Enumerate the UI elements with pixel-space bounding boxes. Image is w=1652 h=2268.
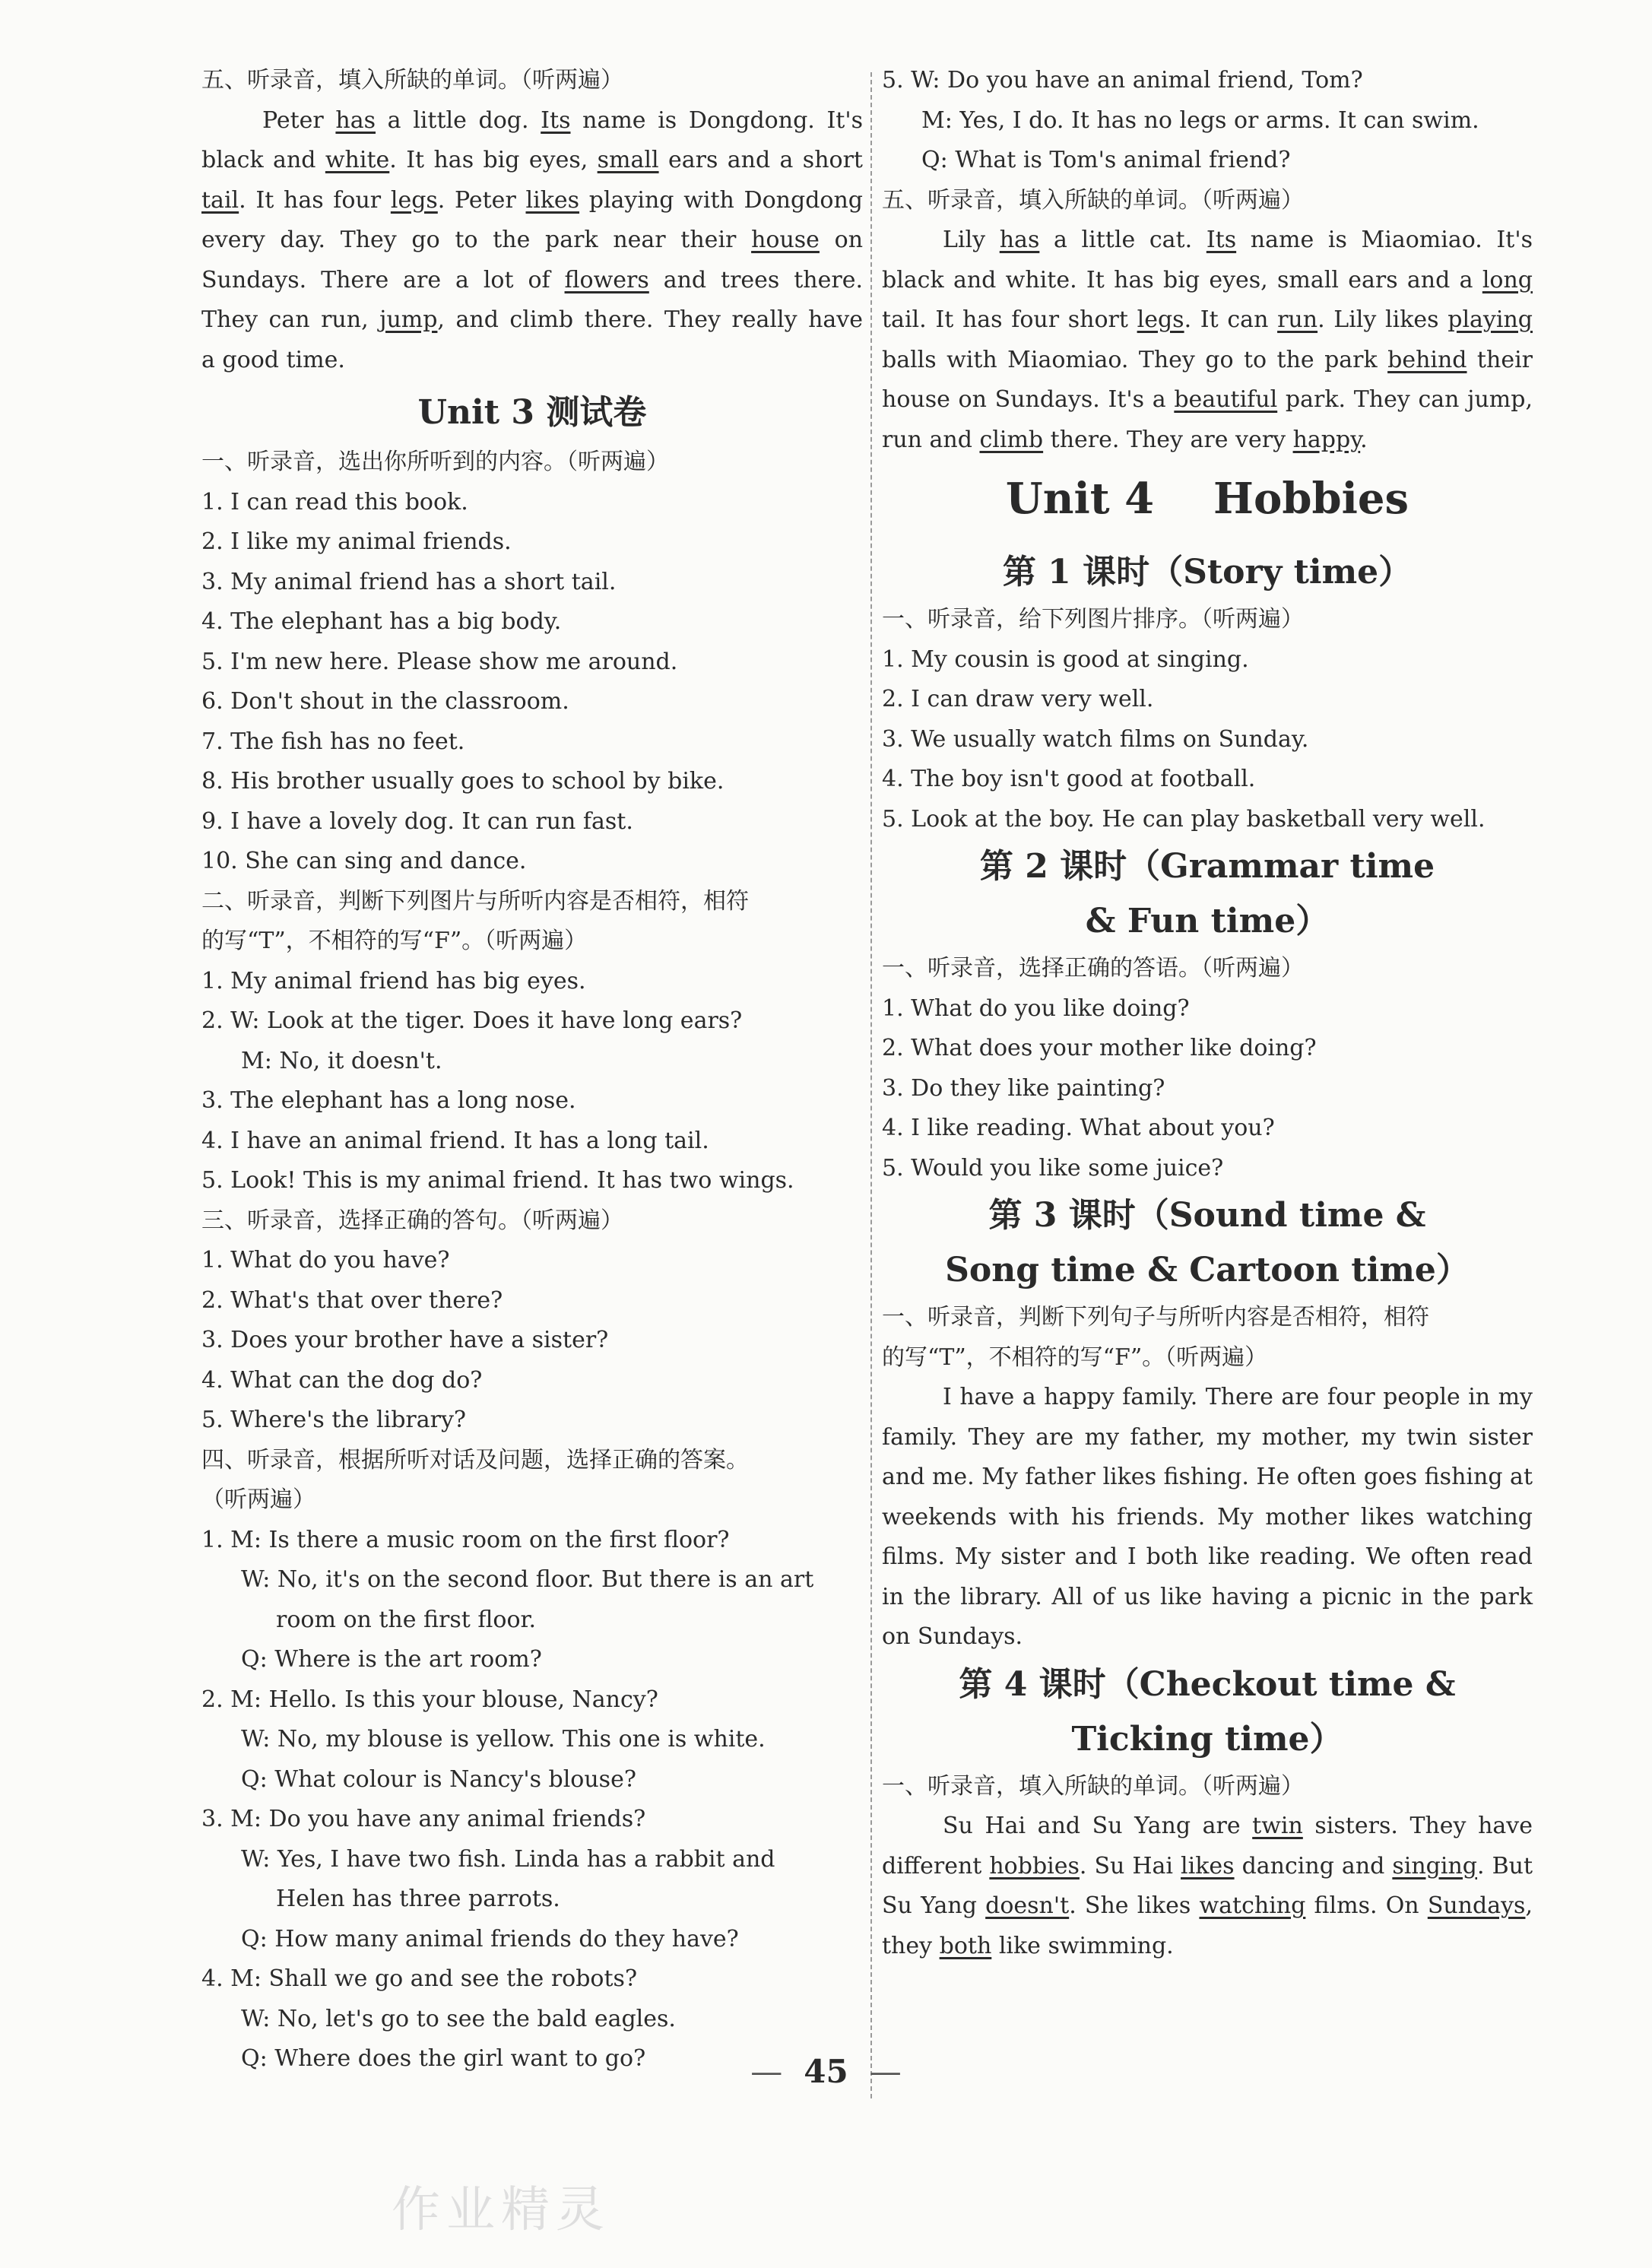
answer-word: likes	[1181, 1852, 1235, 1879]
answer-word: legs	[1137, 306, 1184, 333]
question-item: 1. M: Is there a music room on the first floor?	[201, 1526, 730, 1553]
question-list	[882, 640, 1533, 840]
passage-line	[882, 261, 1533, 301]
text-segment: . She likes	[1069, 1892, 1200, 1919]
right-column	[882, 61, 1533, 1966]
answer-word: long	[1482, 266, 1533, 293]
question-item: 5. Look at the boy. He can play basketball very well.	[882, 805, 1486, 833]
text-segment: a little dog.	[376, 106, 541, 134]
question-item: 10. She can sing and dance.	[201, 848, 527, 874]
passage-lines	[882, 1378, 1533, 1617]
passage-line	[201, 261, 863, 301]
passage-line: family. They are my father, my mother, my twin sister	[882, 1423, 1533, 1451]
passage-line: I have a happy family. There are four people in my	[943, 1384, 1533, 1410]
passage-line	[882, 220, 1533, 261]
passage-line	[882, 380, 1533, 420]
question-item: 2. I can draw very well.	[882, 686, 1154, 712]
text-segment: and trees there.	[648, 266, 863, 293]
text-segment: name is Dongdong. It's	[570, 106, 864, 134]
question-item: room on the first floor.	[276, 1606, 537, 1633]
question-item: Q: How many animal friends do they have?	[241, 1925, 739, 1952]
question-item: 2. M: Hello. Is this your blouse, Nancy?	[201, 1686, 658, 1713]
text-segment: different	[882, 1852, 990, 1879]
section-heading: 五、听录音，填入所缺的单词。（听两遍）	[201, 67, 623, 94]
section-heading: 一、听录音，选出你所听到的内容。（听两遍）	[201, 449, 669, 475]
text-segment: Su Hai and Su Yang are	[943, 1813, 1253, 1839]
text-segment: there. They are very	[1043, 426, 1293, 453]
answer-word: likes	[525, 186, 580, 214]
question-item: 2. What does your mother like doing?	[882, 1035, 1317, 1061]
section-heading: 一、听录音，给下列图片排序。（听两遍）	[882, 606, 1304, 633]
text-segment: . Peter	[437, 186, 526, 214]
answer-word: climb	[979, 426, 1044, 453]
question-list	[201, 1521, 863, 2079]
text-segment: balls with Miaomiao. They go to the park	[882, 346, 1388, 373]
answer-word: behind	[1387, 346, 1467, 373]
passage-line: in the library. All of us like having a picnic in the park	[882, 1583, 1533, 1610]
passage-last-line: on Sundays.	[882, 1623, 1023, 1650]
answer-word: Its	[541, 106, 571, 134]
question-item: 3. My animal friend has a short tail.	[201, 568, 617, 595]
question-item: 3. We usually watch films on Sunday.	[882, 725, 1309, 753]
passage-line	[882, 1806, 1533, 1847]
question-item: 5. Look! This is my animal friend. It has two wings.	[201, 1167, 794, 1194]
answer-word: has	[335, 106, 376, 134]
question-item: 3. The elephant has a long nose.	[201, 1087, 576, 1114]
section-heading: 五、听录音，填入所缺的单词。（听两遍）	[882, 186, 1304, 214]
unit-4-title: Unit 4 Hobbies	[1005, 474, 1409, 524]
text-segment: on	[819, 227, 864, 253]
text-segment: Lily	[943, 227, 1000, 253]
question-item: Helen has three parrots.	[276, 1886, 560, 1912]
passage-last-line	[882, 420, 1533, 461]
text-segment: . It can	[1184, 306, 1278, 333]
question-item: 1. What do you like doing?	[882, 994, 1190, 1022]
section-heading: 一、听录音，判断下列句子与所听内容是否相符，相符	[882, 1304, 1429, 1331]
lesson-2-title-cont: & Fun time）	[1085, 902, 1330, 941]
question-item: 5. Where's the library?	[201, 1407, 467, 1433]
question-item: W: Yes, I have two fish. Linda has a rabbit and	[241, 1845, 775, 1873]
lesson-2-title: 第 2 课时（Grammar time	[979, 847, 1435, 886]
answer-word: playing	[1447, 306, 1533, 333]
text-segment: . It has four	[239, 186, 391, 214]
question-item: 5. I'm new here. Please show me around.	[201, 648, 678, 675]
answer-word: tail	[201, 186, 239, 214]
text-segment: run and	[882, 426, 980, 453]
question-item: 4. The boy isn't good at football.	[882, 766, 1256, 792]
lesson-3-title-cont: Song time & Cartoon time）	[945, 1251, 1470, 1289]
question-item: M: Yes, I do. It has no legs or arms. It can swim.	[921, 106, 1479, 134]
answer-word: has	[999, 227, 1040, 253]
passage-line: films. My sister and I both like reading. We often read	[882, 1543, 1533, 1570]
question-item: 5. Would you like some juice?	[882, 1154, 1224, 1182]
answer-word: beautiful	[1174, 386, 1278, 413]
section-heading: 三、听录音，选择正确的答句。（听两遍）	[201, 1207, 623, 1234]
text-segment: ears and a short	[658, 147, 863, 173]
lesson-4-title-cont: Ticking time）	[1071, 1719, 1343, 1759]
passage-line	[882, 300, 1533, 341]
text-segment: ,	[1525, 1892, 1533, 1919]
question-list	[882, 989, 1533, 1189]
text-segment: sisters. They have	[1302, 1813, 1533, 1839]
question-list	[201, 962, 863, 1201]
page-number	[0, 2053, 1652, 2090]
fill-in-passage	[882, 220, 1533, 460]
section-heading: 二、听录音，判断下列图片与所听内容是否相符，相符	[201, 887, 749, 915]
text-segment: Su Yang	[882, 1892, 986, 1919]
answer-word: happy	[1292, 426, 1361, 453]
section-heading: 一、听录音，填入所缺的单词。（听两遍）	[882, 1772, 1304, 1800]
section-heading-cont: （听两遍）	[201, 1486, 315, 1513]
answer-word: Sundays	[1427, 1892, 1526, 1919]
text-segment: their	[1467, 346, 1533, 373]
answer-word: watching	[1199, 1892, 1306, 1919]
question-item: 7. The fish has no feet.	[201, 728, 465, 755]
left-column	[201, 61, 863, 2079]
answer-word: Its	[1206, 227, 1237, 253]
question-item: 1. What do you have?	[201, 1247, 450, 1274]
text-segment: .	[1360, 426, 1368, 453]
question-item: 4. I have an animal friend. It has a long tail.	[201, 1127, 709, 1154]
answer-word: hobbies	[989, 1852, 1080, 1879]
footer-dash-right: —	[869, 2053, 902, 2090]
answer-word: twin	[1252, 1813, 1303, 1839]
text-segment: playing with Dongdong	[579, 186, 863, 214]
text-segment: black and white. It has big eyes, small ears and a	[882, 266, 1482, 293]
passage-lines	[882, 220, 1533, 420]
question-item: W: No, it's on the second floor. But there is an art	[241, 1566, 814, 1593]
question-item: 5. W: Do you have an animal friend, Tom?	[882, 67, 1363, 94]
passage-last-line: a good time.	[201, 346, 345, 373]
question-item: 4. What can the dog do?	[201, 1366, 483, 1394]
passage-line	[201, 101, 863, 141]
text-segment: They can run,	[201, 306, 380, 333]
answer-word: white	[325, 147, 390, 173]
question-item: 8. His brother usually goes to school by bike.	[201, 768, 725, 795]
text-segment: . It has big eyes,	[389, 147, 598, 173]
question-item: Q: Where is the art room?	[241, 1646, 542, 1673]
answer-word: house	[751, 227, 820, 253]
watermark-logo: 作业精灵	[392, 2182, 610, 2238]
text-segment: dancing and	[1234, 1852, 1393, 1879]
answer-word: both	[939, 1932, 992, 1959]
answer-word: run	[1277, 306, 1318, 333]
text-segment: a little cat.	[1039, 227, 1206, 253]
answer-word: jump	[379, 306, 438, 333]
answer-word: singing	[1392, 1852, 1478, 1879]
text-segment: they	[882, 1932, 940, 1959]
question-item: 2. W: Look at the tiger. Does it have long ears?	[201, 1007, 743, 1034]
text-segment: Peter	[262, 106, 336, 134]
question-item: W: No, my blouse is yellow. This one is white.	[241, 1726, 766, 1753]
footer-dash-left: —	[750, 2053, 783, 2090]
text-segment: . Su Hai	[1079, 1852, 1181, 1879]
text-segment: , and climb there. They really have	[437, 306, 863, 333]
question-item: 4. The elephant has a big body.	[201, 608, 562, 635]
text-segment: films. On	[1305, 1892, 1428, 1919]
unit-3-test-title: Unit 3 测试卷	[417, 393, 647, 432]
question-item: 2. I like my animal friends.	[201, 528, 512, 555]
answer-word: legs	[390, 186, 438, 214]
passage-line: weekends with his friends. My mother likes watching	[882, 1503, 1533, 1531]
question-item: 4. I like reading. What about you?	[882, 1115, 1275, 1141]
question-item: 3. M: Do you have any animal friends?	[201, 1806, 646, 1832]
section-heading: 四、听录音，根据所听对话及问题，选择正确的答案。	[201, 1446, 749, 1473]
text-segment: name is Miaomiao. It's	[1236, 227, 1533, 253]
text-segment: like swimming.	[991, 1932, 1174, 1959]
passage-line	[201, 220, 863, 261]
lesson-3-title: 第 3 课时（Sound time &	[988, 1196, 1426, 1235]
passage-lines	[882, 1806, 1533, 1927]
question-item: 4. M: Shall we go and see the robots?	[201, 1965, 638, 1992]
section-heading: 一、听录音，选择正确的答语。（听两遍）	[882, 955, 1304, 982]
passage-line: and me. My father likes fishing. He often goes fishing at	[882, 1464, 1533, 1490]
text-segment: tail. It has four short	[882, 306, 1137, 333]
text-segment: Sundays. There are a lot of	[201, 266, 565, 293]
text-segment: park. They can jump,	[1277, 386, 1533, 413]
text-segment: house on Sundays. It's a	[882, 386, 1175, 413]
question-list	[201, 1241, 863, 1441]
text-segment: every day. They go to the park near their	[201, 227, 752, 253]
question-list	[882, 61, 1533, 181]
text-segment: . But	[1477, 1852, 1533, 1879]
question-list	[201, 483, 863, 882]
question-item: 3. Do they like painting?	[882, 1074, 1165, 1102]
passage-line	[201, 300, 863, 341]
question-item: 1. My cousin is good at singing.	[882, 646, 1249, 673]
question-item: 1. I can read this book.	[201, 488, 468, 515]
page-number-text: 45	[804, 2053, 848, 2090]
answer-word: doesn't	[985, 1892, 1070, 1919]
question-item: 1. My animal friend has big eyes.	[201, 967, 586, 994]
answer-word: small	[597, 147, 659, 173]
question-item: Q: What colour is Nancy's blouse?	[241, 1765, 636, 1793]
question-item: M: No, it doesn't.	[241, 1047, 442, 1074]
passage-lines	[201, 101, 863, 341]
question-item: Q: Where does the girl want to go?	[241, 2045, 646, 2072]
section-heading-cont: 的写“T”，不相符的写“F”。（听两遍）	[882, 1343, 1268, 1371]
passage-line	[882, 1847, 1533, 1887]
fill-in-passage	[201, 101, 863, 381]
section-heading-cont: 的写“T”，不相符的写“F”。（听两遍）	[201, 928, 588, 954]
text-segment: . Lily likes	[1317, 306, 1448, 333]
column-divider	[870, 72, 872, 2098]
passage-last-line	[882, 1927, 1533, 1967]
passage-line	[201, 141, 863, 181]
lesson-1-title: 第 1 课时（Story time）	[1002, 553, 1413, 592]
question-item: Q: What is Tom's animal friend?	[921, 147, 1291, 173]
passage-line	[882, 341, 1533, 381]
question-item: 9. I have a lovely dog. It can run fast.	[201, 807, 633, 835]
text-segment: black and	[201, 147, 325, 173]
answer-word: flowers	[564, 266, 649, 293]
lesson-4-title: 第 4 课时（Checkout time &	[959, 1664, 1456, 1704]
question-item: W: No, let's go to see the bald eagles.	[241, 2005, 676, 2032]
question-item: 3. Does your brother have a sister?	[201, 1327, 609, 1353]
question-item: 2. What's that over there?	[201, 1286, 503, 1314]
question-item: 6. Don't shout in the classroom.	[201, 688, 569, 715]
passage-line	[201, 181, 863, 221]
passage-line	[882, 1886, 1533, 1927]
